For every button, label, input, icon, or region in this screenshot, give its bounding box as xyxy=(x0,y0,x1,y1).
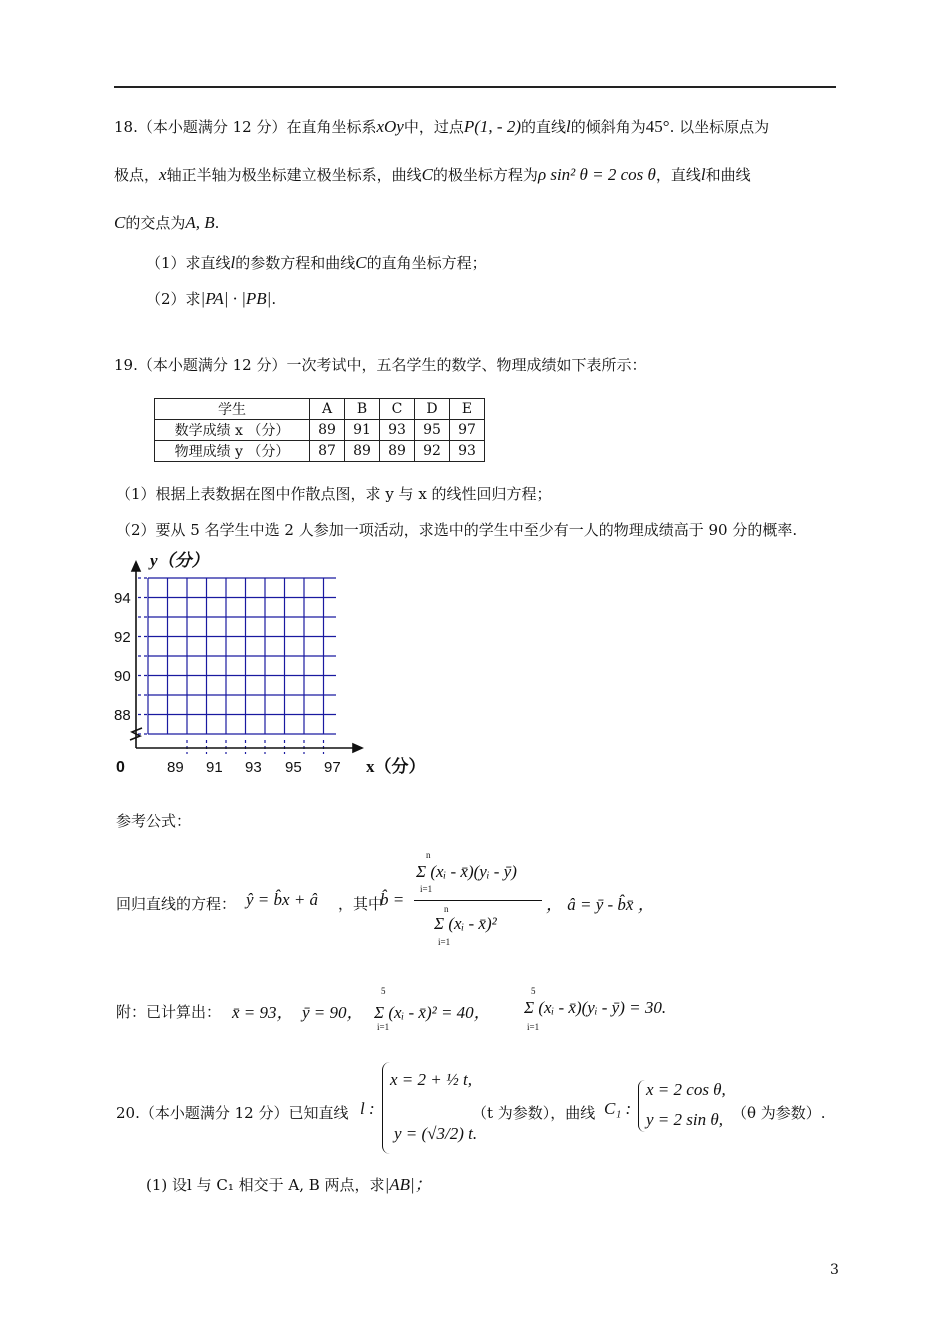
q20-C1: C₁ : xyxy=(604,1099,632,1118)
q20-intro: 20.（本小题满分 12 分）已知直线 xyxy=(116,1104,349,1122)
q20-part1: (1) 设l 与 C₁ 相交于 A, B 两点，求|AB|； xyxy=(146,1175,432,1194)
q20-ceq2: y = 2 sin θ, xyxy=(646,1110,723,1129)
graph-y-label: y（分） xyxy=(150,551,209,570)
y-tick-label: 88 xyxy=(114,707,131,724)
sum-upper: 5 xyxy=(381,986,386,996)
q18-part2: （2）求|PA| · |PB|. xyxy=(146,289,277,308)
table-cell: 97 xyxy=(450,420,485,441)
given-label: 附：已计算出： xyxy=(116,1003,222,1021)
q20-cparam: （θ 为参数）. xyxy=(732,1104,826,1122)
q20-param: （t 为参数），曲线 xyxy=(472,1104,596,1122)
table-header-label: 学生 xyxy=(155,399,310,420)
q18-line1: 18.（本小题满分 12 分）在直角坐标系xOy中，过点P(1, - 2)的直线l的倾斜角为45°. 以坐标原点为 xyxy=(114,117,770,136)
sum-upper: n xyxy=(426,850,431,860)
q18-line3: C的交点为A, B. xyxy=(114,213,220,232)
table-cell: 93 xyxy=(380,420,415,441)
sum-upper: 5 xyxy=(531,986,536,996)
q20-ceq1: x = 2 cos θ, xyxy=(646,1080,726,1099)
a-hat: ， â = ȳ - b̂x̄ ， xyxy=(546,895,655,914)
x-tick-label: 91 xyxy=(206,759,223,776)
y-tick-label: 92 xyxy=(114,629,131,646)
reg-label: 回归直线的方程： xyxy=(116,895,237,913)
y-axis-arrow xyxy=(132,562,140,571)
sum-lower: i=1 xyxy=(438,937,451,947)
y-tick-label: 90 xyxy=(114,668,131,685)
x-tick-label: 93 xyxy=(245,759,262,776)
table-cell: 87 xyxy=(310,441,345,462)
q19-part2: （2）要从 5 名学生中选 2 人参加一项活动，求选中的学生中至少有一人的物理成绩高于 90 分的概率. xyxy=(116,521,798,539)
table-cell: 89 xyxy=(345,441,380,462)
scatter-grid xyxy=(110,548,426,778)
x-axis-arrow xyxy=(353,744,362,752)
sum-upper: n xyxy=(444,904,449,914)
table-cell: B xyxy=(345,399,380,420)
reg-equation: ŷ = b̂x + â xyxy=(246,890,319,909)
graph-origin: 0 xyxy=(116,759,125,776)
given-xbar: x̄ = 93， xyxy=(232,1003,294,1022)
table-cell: 89 xyxy=(310,420,345,441)
fraction-bar xyxy=(414,900,542,901)
q18-line2: 极点，x轴正半轴为极坐标建立极坐标系，曲线C的极坐标方程为ρ sin² θ = 2 cos θ，直线l和曲线 xyxy=(114,165,751,184)
x-tick-label: 97 xyxy=(324,759,341,776)
table-cell: 93 xyxy=(450,441,485,462)
q20-line-l: l : xyxy=(360,1099,375,1118)
math-label: 数学成绩 x （分） xyxy=(155,420,310,441)
given-sum-xy: Σ (xᵢ - x̄)(yᵢ - ȳ) = 30. xyxy=(524,998,667,1017)
table-row xyxy=(155,441,485,462)
table-row xyxy=(155,420,485,441)
physics-label: 物理成绩 y （分） xyxy=(155,441,310,462)
x-tick-label: 89 xyxy=(167,759,184,776)
header-rule xyxy=(114,86,836,88)
table-cell: 89 xyxy=(380,441,415,462)
q19-intro: 19.（本小题满分 12 分）一次考试中，五名学生的数学、物理成绩如下表所示： xyxy=(114,356,647,374)
scores-table xyxy=(154,398,485,462)
x-tick-label: 95 xyxy=(285,759,302,776)
system-brace xyxy=(638,1080,645,1132)
table-cell: C xyxy=(380,399,415,420)
table-cell: D xyxy=(415,399,450,420)
graph-x-label: x（分） xyxy=(366,757,426,776)
b-hat: b̂ = xyxy=(380,890,405,909)
table-cell: E xyxy=(450,399,485,420)
given-ybar: ȳ = 90， xyxy=(302,1003,364,1022)
given-sum-sq: Σ (xᵢ - x̄)² = 40， xyxy=(374,1003,491,1022)
sum-lower: i=1 xyxy=(527,1022,540,1032)
table-cell: 95 xyxy=(415,420,450,441)
table-cell: 92 xyxy=(415,441,450,462)
q20-eq2: y = (√3/2) t. xyxy=(394,1124,478,1143)
q18-part1: （1）求直线l的参数方程和曲线C的直角坐标方程； xyxy=(146,253,487,272)
q19-part1: （1）根据上表数据在图中作散点图，求 y 与 x 的线性回归方程； xyxy=(116,485,552,503)
ref-title: 参考公式： xyxy=(116,812,192,830)
q20-eq1: x = 2 + ½ t, xyxy=(390,1070,472,1089)
table-row xyxy=(155,399,485,420)
table-cell: A xyxy=(310,399,345,420)
sum-lower: i=1 xyxy=(420,884,433,894)
b-denominator: Σ (xᵢ - x̄)² xyxy=(434,914,497,933)
page-number: 3 xyxy=(830,1262,839,1278)
sum-lower: i=1 xyxy=(377,1022,390,1032)
table-cell: 91 xyxy=(345,420,380,441)
b-numerator: Σ (xᵢ - x̄)(yᵢ - ȳ) xyxy=(416,862,517,881)
y-tick-label: 94 xyxy=(114,590,131,607)
reg-where: ，其中 xyxy=(338,895,384,913)
